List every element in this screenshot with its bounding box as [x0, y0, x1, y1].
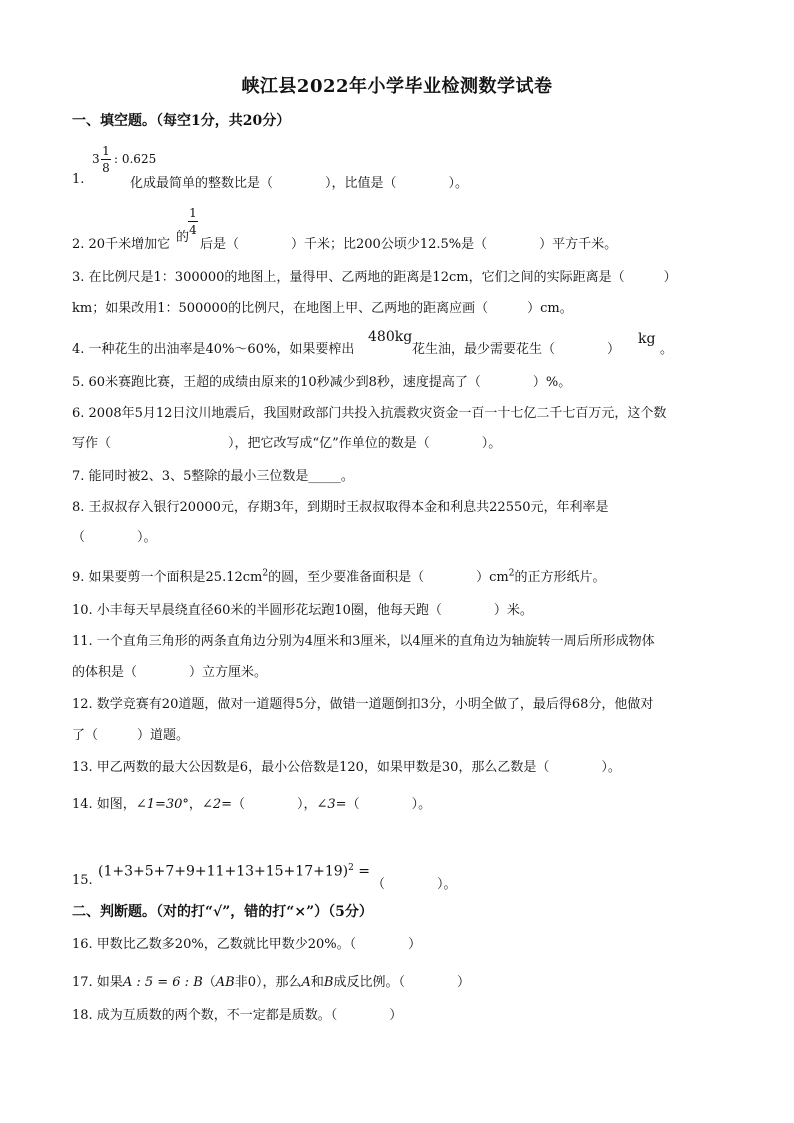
fraction-bar — [101, 159, 111, 160]
q15-expr: (1+3+5+7+9+11+13+15+17+19) — [98, 863, 349, 880]
q16: 16. 甲数比乙数多20%，乙数就比甲数少20%。（ ） — [72, 937, 422, 952]
q9-sup: 2 — [262, 568, 269, 579]
q11-line2: 的体积是（ ）立方厘米。 — [72, 665, 268, 680]
q1-number: 1. — [72, 172, 85, 187]
q12-line1: 12. 数学竞赛有20道题，做对一道题得5分，做错一道题倒扣3分，小明全做了，最后得68分，他做对 — [72, 697, 654, 712]
q3-line1: 3. 在比例尺是1：300000的地图上，量得甲、乙两地的距离是12cm，它们之间的实际距离是（ ） — [72, 270, 677, 285]
q2-text-pre: 2. 20千米增加它 — [72, 237, 171, 252]
q1-fraction-numerator: 1 — [102, 144, 110, 158]
q14-blank2: （ ）， — [232, 797, 317, 812]
q1-fraction — [101, 145, 111, 174]
q14-sep1: ， — [188, 797, 202, 812]
section-heading-fill-blank: 一、填空题。（每空1分，共20分） — [72, 113, 291, 129]
fraction-bar — [188, 221, 198, 222]
q5: 5. 60米赛跑比赛，王超的成绩由原来的10秒减少到8秒，速度提高了（ ）%。 — [72, 375, 572, 390]
q13: 13. 甲乙两数的最大公因数是6，最小公倍数是120，如果甲数是30，那么乙数是（ ）。 — [72, 760, 621, 775]
q17 — [72, 971, 470, 990]
q9-sup2: 2 — [508, 568, 515, 579]
q9-post: 的正方形纸片。 — [514, 570, 606, 585]
q15-equals: = — [358, 863, 371, 880]
q1-mixed-whole: 3 — [92, 152, 100, 166]
q14-pre: 14. 如图， — [72, 797, 136, 812]
q1-fraction-denominator: 8 — [102, 161, 110, 175]
q17-ab: AB — [215, 975, 235, 990]
q15-expression — [98, 863, 370, 880]
q4-unit: kg — [638, 331, 656, 347]
q17-a: A — [301, 975, 311, 990]
q12-line2: 了（ ）道题。 — [72, 728, 190, 743]
q9-mid: 的圆，至少要准备面积是（ ）cm — [268, 570, 509, 585]
q14 — [72, 793, 431, 812]
q17-paren: （ — [202, 975, 216, 990]
q4-text-post: 花生油，最少需要花生（ ） — [412, 342, 621, 357]
q17-post: 成反比例。（ ） — [333, 975, 470, 990]
q9-pre: 9. 如果要剪一个面积是25.12cm — [72, 570, 263, 585]
q4-end: 。 — [660, 342, 674, 357]
q14-angle1: ∠1=30° — [135, 797, 189, 812]
q17-pre: 17. 如果 — [72, 975, 123, 990]
q15-blank: （ ）。 — [372, 877, 457, 892]
q6-line2: 写作（ ），把它改写成“亿”作单位的数是（ ）。 — [72, 436, 502, 451]
q18: 18. 成为互质数的两个数，不一定都是质数。（ ） — [72, 1008, 403, 1023]
q1-text: 化成最简单的整数比是（ ），比值是（ ）。 — [130, 176, 469, 191]
q9 — [72, 566, 605, 585]
q6-line1: 6. 2008年5月12日汶川地震后，我国财政部门共投入抗震救灾资金一百一十七亿二千七百万元，这个数 — [72, 406, 667, 421]
q2-fraction — [188, 207, 198, 236]
q15-number: 15. — [72, 873, 93, 888]
q11-line1: 11. 一个直角三角形的两条直角边分别为4厘米和3厘米，以4厘米的直角边为轴旋转一周后所形成物体 — [72, 634, 655, 649]
q10: 10. 小丰每天早晨绕直径60米的半圆形花坛跑10圈，他每天跑（ ）米。 — [72, 603, 533, 618]
q14-angle3: ∠3= — [316, 797, 347, 812]
q2-de: 的 — [176, 230, 190, 245]
q4-amount: 480kg — [368, 329, 413, 345]
q17-nonzero: 非0），那么 — [234, 975, 302, 990]
q1-ratio-tail: : 0.625 — [114, 152, 157, 166]
q17-and: 和 — [310, 975, 324, 990]
q2-fraction-numerator: 1 — [189, 206, 197, 220]
section-heading-true-false: 二、判断题。（对的打“√”，错的打“×”）（5分） — [72, 904, 373, 920]
q15-exponent: 2 — [348, 863, 354, 873]
q14-angle2: ∠2= — [201, 797, 232, 812]
q17-expression: A : 5 = 6 : B — [122, 975, 203, 990]
q17-b: B — [323, 975, 334, 990]
q7: 7. 能同时被2、3、5整除的最小三位数是_____。 — [72, 469, 354, 484]
q3-line2: km；如果改用1：500000的比例尺，在地图上甲、乙两地的距离应画（ ）cm。 — [72, 301, 573, 316]
q8-line1: 8. 王叔叔存入银行20000元，存期3年，到期时王叔叔取得本金和利息共22550元，年利率是 — [72, 500, 609, 515]
q4-text-pre: 4. 一种花生的出油率是40%～60%，如果要榨出 — [72, 342, 355, 357]
q2-text-post: 后是（ ）千米；比200公顷少12.5%是（ ）平方千米。 — [200, 237, 618, 252]
q14-blank3: （ ）。 — [346, 797, 432, 812]
page-title: 峡江县2022年小学毕业检测数学试卷 — [241, 76, 553, 97]
q8-line2: （ ）。 — [72, 530, 157, 545]
q2-fraction-denominator: 4 — [189, 223, 197, 237]
